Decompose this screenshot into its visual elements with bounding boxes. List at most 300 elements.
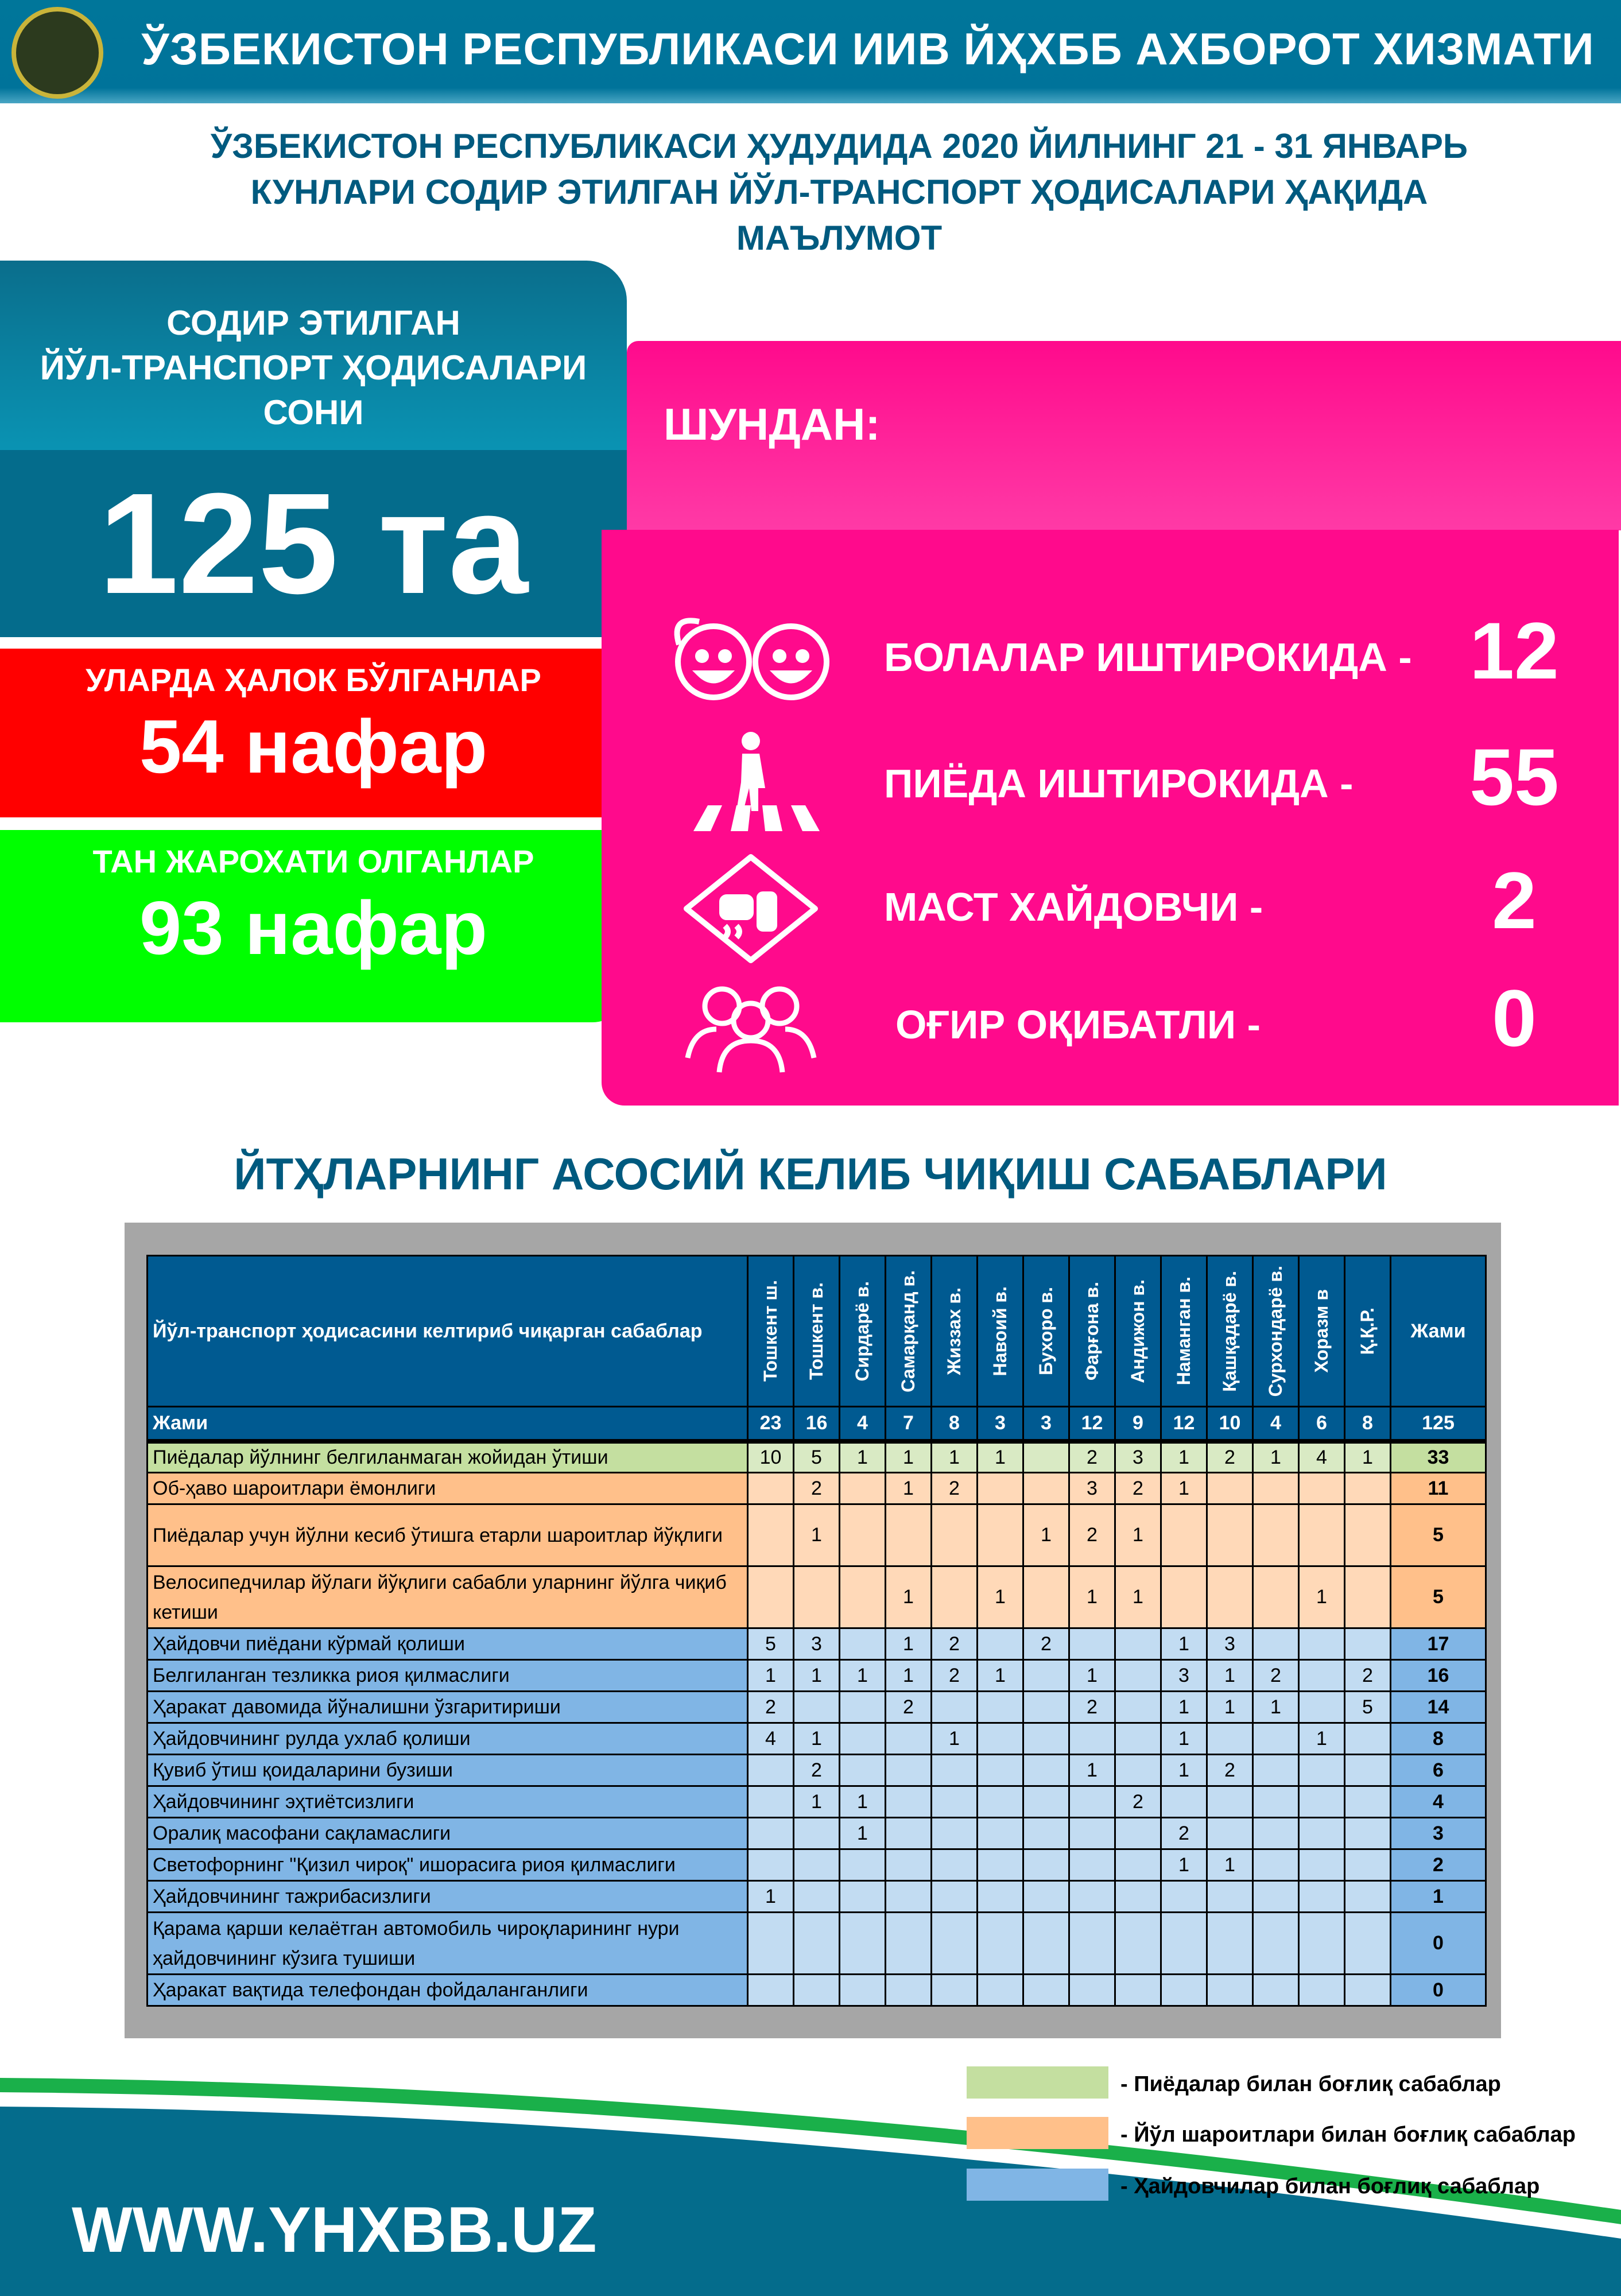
table-row [148, 1849, 1486, 1881]
table-cell [932, 1849, 978, 1881]
table-cell [1023, 1473, 1069, 1504]
table-cell: 2 [794, 1473, 840, 1504]
table-cell [932, 1975, 978, 2006]
row-label: Ҳаракат вақтида телефондан фойдаланганлиги [148, 1975, 748, 2006]
table-cell [1253, 1818, 1299, 1849]
table-cell [978, 1975, 1023, 2006]
table-cell: 2 [1069, 1692, 1115, 1723]
row-total: 16 [1391, 1660, 1486, 1692]
table-cell: 1 [932, 1441, 978, 1473]
pedestrian-row [602, 719, 1619, 840]
table-cell: 1 [794, 1786, 840, 1818]
table-cell [886, 1504, 932, 1566]
table-cell: 2 [1069, 1504, 1115, 1566]
table-row [148, 1504, 1486, 1566]
pedestrian-label: ПИЁДА ИШТИРОКИДА - [884, 761, 1354, 806]
table-cell [1299, 1504, 1345, 1566]
table-cell [1253, 1755, 1299, 1786]
total-label: СОНИ [263, 393, 364, 432]
total-label: СОДИР ЭТИЛГАН [166, 304, 460, 342]
table-cell [1345, 1566, 1391, 1628]
table-cell [840, 1913, 886, 1975]
total-cell: 8 [932, 1407, 978, 1441]
table-cell [794, 1818, 840, 1849]
children-label: БОЛАЛАР ИШТИРОКИДА - [884, 635, 1412, 680]
table-cell [978, 1723, 1023, 1755]
table-cell: 1 [886, 1441, 932, 1473]
table-cell: 2 [932, 1473, 978, 1504]
table-cell: 2 [1115, 1786, 1161, 1818]
legend-swatch [967, 2117, 1108, 2149]
table-cell [1023, 1441, 1069, 1473]
table-cell: 1 [1069, 1660, 1115, 1692]
children-icon [665, 604, 837, 708]
table-cell [1115, 1881, 1161, 1913]
page-subtitle [57, 123, 1621, 261]
injured-value: 93 нафар [139, 886, 488, 970]
of-which-title: ШУНДАН: [664, 399, 881, 449]
table-cell [1345, 1881, 1391, 1913]
header-region: Сирдарё в. [840, 1256, 886, 1407]
table-cell [1345, 1628, 1391, 1660]
table-cell [1207, 1723, 1253, 1755]
table-cell: 1 [978, 1441, 1023, 1473]
table-cell: 1 [1207, 1660, 1253, 1692]
legend-label: - Ҳайдовчилар билан боғлиқ сабаблар [1120, 2174, 1540, 2198]
table-cell [1299, 1849, 1345, 1881]
total-cell: 9 [1115, 1407, 1161, 1441]
table-cell [794, 1566, 840, 1628]
table-cell: 1 [748, 1660, 794, 1692]
table-cell [932, 1818, 978, 1849]
table-cell [1207, 1566, 1253, 1628]
table-cell: 1 [1161, 1755, 1207, 1786]
causes-table [146, 1255, 1487, 2007]
children-row [602, 593, 1619, 713]
severe-label: ОҒИР ОҚИБАТЛИ - [895, 1002, 1261, 1047]
table-cell [1253, 1975, 1299, 2006]
table-cell [886, 1881, 932, 1913]
killed-card [0, 649, 627, 817]
table-cell [932, 1755, 978, 1786]
table-cell: 1 [1161, 1849, 1207, 1881]
table-cell [794, 1975, 840, 2006]
table-cell [1299, 1913, 1345, 1975]
table-cell [1299, 1975, 1345, 2006]
table-cell [1253, 1723, 1299, 1755]
total-cell: 6 [1299, 1407, 1345, 1441]
table-cell: 5 [794, 1441, 840, 1473]
row-total: 3 [1391, 1818, 1486, 1849]
row-total: 14 [1391, 1692, 1486, 1723]
drunk-driver-row [602, 843, 1619, 963]
table-cell: 2 [1253, 1660, 1299, 1692]
table-cell [840, 1504, 886, 1566]
table-cell: 1 [1207, 1849, 1253, 1881]
table-cell [1207, 1473, 1253, 1504]
table-cell [1023, 1849, 1069, 1881]
table-cell: 1 [1115, 1504, 1161, 1566]
table-cell [1299, 1786, 1345, 1818]
severe-row [602, 960, 1619, 1081]
table-cell [1345, 1504, 1391, 1566]
table-cell: 1 [1069, 1566, 1115, 1628]
table-cell [886, 1818, 932, 1849]
table-cell [748, 1975, 794, 2006]
table-cell: 2 [748, 1692, 794, 1723]
table-cell [1299, 1473, 1345, 1504]
table-cell [932, 1786, 978, 1818]
table-cell [1115, 1755, 1161, 1786]
subtitle-line: МАЪЛУМОТ [736, 219, 943, 257]
total-cell: 4 [840, 1407, 886, 1441]
table-cell [1069, 1975, 1115, 2006]
header-region: Бухоро в. [1023, 1256, 1069, 1407]
table-cell [1253, 1849, 1299, 1881]
table-cell [794, 1881, 840, 1913]
table-cell: 1 [886, 1660, 932, 1692]
row-label: Ҳайдовчининг тажрибасизлиги [148, 1881, 748, 1913]
table-cell [1207, 1504, 1253, 1566]
table-cell: 3 [1115, 1441, 1161, 1473]
website-link[interactable]: WWW.YHXBB.UZ [72, 2194, 597, 2266]
table-cell [978, 1849, 1023, 1881]
total-cell: 8 [1345, 1407, 1391, 1441]
table-cell [1023, 1660, 1069, 1692]
table-cell [978, 1913, 1023, 1975]
killed-label: УЛАРДА ҲАЛОК БЎЛГАНЛАР [86, 662, 541, 698]
total-row [148, 1407, 1486, 1441]
table-cell [886, 1755, 932, 1786]
table-cell [1161, 1566, 1207, 1628]
table-cell [932, 1566, 978, 1628]
row-total: 33 [1391, 1441, 1486, 1473]
header-region: Навоий в. [978, 1256, 1023, 1407]
table-cell [1253, 1881, 1299, 1913]
table-cell [1115, 1975, 1161, 2006]
table-cell [1345, 1755, 1391, 1786]
header-total: Жами [1391, 1256, 1486, 1407]
table-cell [1207, 1881, 1253, 1913]
table-cell: 1 [886, 1628, 932, 1660]
table-cell: 1 [840, 1786, 886, 1818]
table-cell [978, 1786, 1023, 1818]
table-cell: 2 [1345, 1660, 1391, 1692]
table-cell: 2 [1207, 1755, 1253, 1786]
table-cell: 3 [1207, 1628, 1253, 1660]
table-cell [840, 1755, 886, 1786]
row-total: 0 [1391, 1975, 1486, 2006]
table-cell [1115, 1818, 1161, 1849]
table-cell [1299, 1692, 1345, 1723]
table-cell: 1 [1161, 1723, 1207, 1755]
legend-label: - Йўл шароитлари билан боғлиқ сабаблар [1120, 2123, 1576, 2147]
table-cell: 2 [886, 1692, 932, 1723]
table-cell [1345, 1849, 1391, 1881]
table-cell [1023, 1786, 1069, 1818]
table-cell [978, 1818, 1023, 1849]
table-cell [748, 1473, 794, 1504]
table-cell [748, 1849, 794, 1881]
total-cell: 12 [1069, 1407, 1115, 1441]
table-cell: 1 [1253, 1441, 1299, 1473]
table-cell [1345, 1913, 1391, 1975]
table-cell: 3 [1069, 1473, 1115, 1504]
row-label: Пиёдалар йўлнинг белгиланмаган жойидан ўтиши [148, 1441, 748, 1473]
row-label: Оралиқ масофани сақламаслиги [148, 1818, 748, 1849]
row-label: Светофорнинг "Қизил чироқ" ишорасига риоя қилмаслиги [148, 1849, 748, 1881]
legend-item [967, 2066, 1621, 2101]
table-cell [978, 1504, 1023, 1566]
table-row [148, 1692, 1486, 1723]
table-row [148, 1441, 1486, 1473]
table-cell [840, 1566, 886, 1628]
row-total: 1 [1391, 1881, 1486, 1913]
table-row [148, 1473, 1486, 1504]
of-which-panel [602, 530, 1619, 1106]
table-cell [1023, 1913, 1069, 1975]
table-cell [1161, 1786, 1207, 1818]
injured-card [0, 830, 627, 1022]
table-cell: 1 [794, 1504, 840, 1566]
table-cell: 1 [1207, 1692, 1253, 1723]
table-cell: 1 [886, 1566, 932, 1628]
table-cell: 1 [1253, 1692, 1299, 1723]
table-cell [1207, 1818, 1253, 1849]
table-cell: 3 [794, 1628, 840, 1660]
table-cell: 1 [1299, 1566, 1345, 1628]
table-cell [1345, 1818, 1391, 1849]
table-cell [1069, 1628, 1115, 1660]
header-region: Қашқадарё в. [1207, 1256, 1253, 1407]
table-cell [1069, 1818, 1115, 1849]
legend-label: - Пиёдалар билан боғлиқ сабаблар [1120, 2072, 1501, 2096]
row-total: 5 [1391, 1566, 1486, 1628]
logo-emblem [11, 7, 103, 99]
table-cell [886, 1849, 932, 1881]
of-which-header [627, 341, 1621, 530]
table-cell: 1 [840, 1660, 886, 1692]
header-reasons: Йўл-транспорт ҳодисасини келтириб чиқарган сабаблар [148, 1256, 748, 1407]
table-cell: 1 [1299, 1723, 1345, 1755]
table-cell: 3 [1161, 1660, 1207, 1692]
table-cell [794, 1849, 840, 1881]
header-region: Андижон в. [1115, 1256, 1161, 1407]
injured-label: ТАН ЖАРОХАТИ ОЛГАНЛАР [92, 843, 534, 879]
row-label: Қувиб ўтиш қоидаларини бузиши [148, 1755, 748, 1786]
row-total: 5 [1391, 1504, 1486, 1566]
table-cell [978, 1881, 1023, 1913]
total-cell: 10 [1207, 1407, 1253, 1441]
row-total: 8 [1391, 1723, 1486, 1755]
table-cell: 10 [748, 1441, 794, 1473]
row-label: Қарама қарши келаётган автомобиль чироқларининг нури ҳайдовчининг кўзига тушиши [148, 1913, 748, 1975]
table-cell [1161, 1504, 1207, 1566]
table-cell [1023, 1975, 1069, 2006]
table-cell: 2 [932, 1660, 978, 1692]
table-row [148, 1628, 1486, 1660]
table-cell [1115, 1849, 1161, 1881]
header-region: Самарқанд в. [886, 1256, 932, 1407]
table-cell [1115, 1692, 1161, 1723]
table-cell [748, 1818, 794, 1849]
header-region: Қ.Қ.Р. [1345, 1256, 1391, 1407]
table-cell [978, 1755, 1023, 1786]
table-row [148, 1818, 1486, 1849]
header-region: Жиззах в. [932, 1256, 978, 1407]
drunk-driver-icon [665, 854, 837, 963]
table-cell [1253, 1786, 1299, 1818]
row-label: Белгиланган тезликка риоя қилмаслиги [148, 1660, 748, 1692]
table-cell: 5 [1345, 1692, 1391, 1723]
total-cell: 23 [748, 1407, 794, 1441]
table-cell: 1 [840, 1818, 886, 1849]
table-cell [1069, 1913, 1115, 1975]
table-cell: 2 [932, 1628, 978, 1660]
table-cell: 1 [978, 1660, 1023, 1692]
table-cell: 1 [1161, 1441, 1207, 1473]
table-cell [1253, 1504, 1299, 1566]
pedestrian-icon [665, 731, 837, 834]
table-cell [1253, 1566, 1299, 1628]
table-cell [1345, 1473, 1391, 1504]
table-cell: 1 [978, 1566, 1023, 1628]
table-cell [1253, 1473, 1299, 1504]
table-cell [748, 1913, 794, 1975]
table-cell: 1 [840, 1441, 886, 1473]
table-cell [1345, 1723, 1391, 1755]
table-cell [1069, 1786, 1115, 1818]
table-row [148, 1723, 1486, 1755]
row-label: Ҳаракат давомида йўналишни ўзгаритириши [148, 1692, 748, 1723]
table-cell: 4 [1299, 1441, 1345, 1473]
table-cell [1161, 1975, 1207, 2006]
table-cell [1023, 1755, 1069, 1786]
total-cell: 16 [794, 1407, 840, 1441]
table-row [148, 1881, 1486, 1913]
table-cell: 1 [794, 1660, 840, 1692]
legend-item [967, 2117, 1621, 2151]
row-label: Пиёдалар учун йўлни кесиб ўтишга етарли шароитлар йўқлиги [148, 1504, 748, 1566]
table-header-row [148, 1256, 1486, 1407]
total-cell: 12 [1161, 1407, 1207, 1441]
table-cell: 2 [794, 1755, 840, 1786]
table-cell: 1 [1345, 1441, 1391, 1473]
table-cell: 4 [748, 1723, 794, 1755]
total-value: 125 та [0, 450, 627, 637]
table-cell [1023, 1566, 1069, 1628]
section-title: ЙТҲЛАРНИНГ АСОСИЙ КЕЛИБ ЧИҚИШ САБАБЛАРИ [234, 1149, 1387, 1199]
table-cell [794, 1692, 840, 1723]
group-icon [665, 972, 837, 1075]
total-row-label: Жами [148, 1407, 748, 1441]
table-cell [840, 1849, 886, 1881]
header-region: Хоразм в [1299, 1256, 1345, 1407]
table-cell: 1 [886, 1473, 932, 1504]
table-cell [932, 1504, 978, 1566]
table-cell: 2 [1161, 1818, 1207, 1849]
row-total: 17 [1391, 1628, 1486, 1660]
table-cell [886, 1786, 932, 1818]
row-total: 4 [1391, 1786, 1486, 1818]
legend-swatch [967, 2066, 1108, 2099]
table-cell [932, 1692, 978, 1723]
table-cell [1299, 1755, 1345, 1786]
total-label: ЙЎЛ-ТРАНСПОРТ ҲОДИСАЛАРИ [40, 348, 587, 387]
table-cell [1115, 1723, 1161, 1755]
row-label: Ҳайдовчи пиёдани кўрмай қолиши [148, 1628, 748, 1660]
legend-swatch [967, 2169, 1108, 2201]
table-cell [1207, 1913, 1253, 1975]
subtitle-line: ЎЗБЕКИСТОН РЕСПУБЛИКАСИ ҲУДУДИДА 2020 ЙИЛНИНГ 21 - 31 ЯНВАРЬ [210, 127, 1468, 165]
table-cell [1299, 1628, 1345, 1660]
table-cell [978, 1628, 1023, 1660]
table-cell [1023, 1881, 1069, 1913]
table-cell: 1 [932, 1723, 978, 1755]
table-cell [1299, 1881, 1345, 1913]
header-region: Наманган в. [1161, 1256, 1207, 1407]
pedestrian-value: 55 [1469, 732, 1559, 822]
table-cell [748, 1755, 794, 1786]
table-cell [840, 1692, 886, 1723]
table-cell [840, 1628, 886, 1660]
table-cell [1069, 1849, 1115, 1881]
legend-item [967, 2169, 1621, 2203]
total-cell: 4 [1253, 1407, 1299, 1441]
table-cell [748, 1566, 794, 1628]
table-row [148, 1913, 1486, 1975]
table-cell [978, 1473, 1023, 1504]
table-row [148, 1566, 1486, 1628]
table-cell [1345, 1975, 1391, 2006]
table-cell [1023, 1818, 1069, 1849]
row-total: 2 [1391, 1849, 1486, 1881]
table-cell [886, 1723, 932, 1755]
table-cell [840, 1473, 886, 1504]
total-cell-sum: 125 [1391, 1407, 1486, 1441]
total-cell: 3 [1023, 1407, 1069, 1441]
table-cell: 1 [794, 1723, 840, 1755]
table-cell [1299, 1818, 1345, 1849]
drunk-driver-label: МАСТ ХАЙДОВЧИ - [884, 885, 1263, 929]
total-accidents-card [0, 261, 627, 637]
table-cell [1161, 1881, 1207, 1913]
table-cell [886, 1913, 932, 1975]
table-cell: 2 [1115, 1473, 1161, 1504]
killed-value: 54 нафар [139, 704, 488, 789]
table-cell [1115, 1660, 1161, 1692]
table-cell [840, 1881, 886, 1913]
table-cell: 1 [1023, 1504, 1069, 1566]
table-row [148, 1660, 1486, 1692]
table-cell [1023, 1723, 1069, 1755]
table-row [148, 1786, 1486, 1818]
row-label: Ҳайдовчининг эҳтиётсизлиги [148, 1786, 748, 1818]
table-cell [1299, 1660, 1345, 1692]
table-row [148, 1755, 1486, 1786]
table-cell [1207, 1786, 1253, 1818]
table-cell [748, 1504, 794, 1566]
table-cell [1207, 1975, 1253, 2006]
subtitle-line: КУНЛАРИ СОДИР ЭТИЛГАН ЙЎЛ-ТРАНСПОРТ ҲОДИСАЛАРИ ҲАҚИДА [250, 173, 1428, 211]
severe-value: 0 [1492, 973, 1537, 1063]
table-cell [978, 1692, 1023, 1723]
table-cell: 1 [1161, 1692, 1207, 1723]
table-cell: 1 [1069, 1755, 1115, 1786]
table-cell [1253, 1628, 1299, 1660]
table-cell [1069, 1881, 1115, 1913]
table-cell: 1 [1115, 1566, 1161, 1628]
